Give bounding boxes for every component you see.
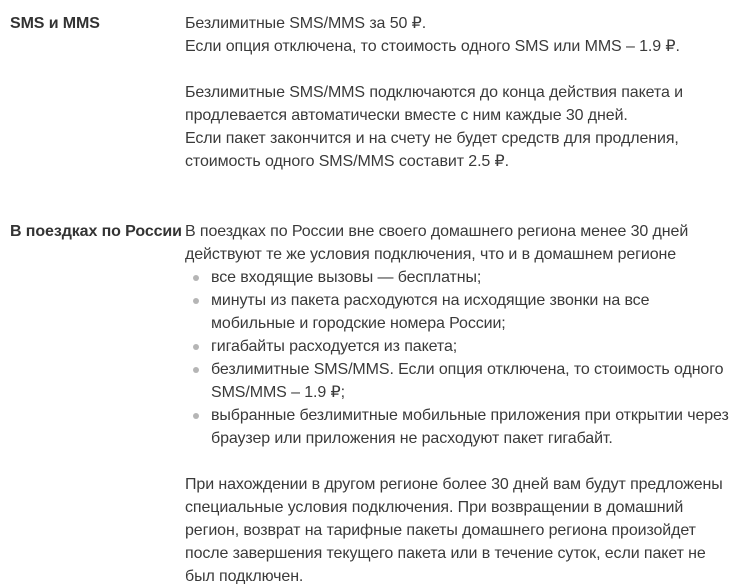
section-sms-mms: [10, 12, 737, 173]
paragraph-travel-outro: [185, 473, 737, 584]
bullet-dot-icon: [193, 344, 199, 350]
bullet-text: гигабайты расходуется из пакета;: [211, 338, 458, 355]
bullet-text: выбранные безлимитные мобильные приложения при открытии через браузер или приложения не расходуют пакет гигабайт.: [211, 407, 729, 447]
bullet-text: безлимитные SMS/MMS. Если опция отключена, то стоимость одного SMS/MMS – 1.9 ₽;: [211, 361, 724, 401]
travel-conditions-list: [185, 266, 737, 450]
bullet-dot-icon: [193, 413, 199, 419]
paragraph-travel-intro: [185, 220, 737, 266]
list-item: [185, 358, 737, 404]
text-line: Если опция отключена, то стоимость одного SMS или MMS – 1.9 ₽.: [185, 38, 680, 55]
text-line: Если пакет закончится и на счету не будет средств для продления, стоимость одного SMS/MMS составит 2.5 ₽.: [185, 130, 679, 170]
section-label-travel-russia: В поездках по России: [10, 223, 182, 240]
section-content-sms-mms: [185, 12, 737, 173]
section-content-travel-russia: [185, 220, 737, 584]
list-item: [185, 335, 737, 358]
bullet-text: все входящие вызовы — бесплатны;: [211, 269, 482, 286]
text-line: При нахождении в другом регионе более 30 дней вам будут предложены специальные условия подключения. При возвращении в домашний регион, возврат на тарифные пакеты домашнего региона произойдет после завершения текущего пакета или в течение суток, если пакет не был подключен.: [185, 476, 723, 584]
text-line: Безлимитные SMS/MMS за 50 ₽.: [185, 15, 427, 32]
section-label-sms-mms: SMS и MMS: [10, 15, 100, 32]
paragraph-sms-price: [185, 12, 737, 58]
paragraph-sms-renewal: [185, 81, 737, 173]
text-line: В поездках по России вне своего домашнего региона менее 30 дней действуют те же условия подключения, что и в домашнем регионе: [185, 223, 689, 263]
list-item: [185, 289, 737, 335]
section-travel-russia: [10, 220, 737, 584]
bullet-text: минуты из пакета расходуются на исходящие звонки на все мобильные и городские номера России;: [211, 292, 650, 332]
bullet-dot-icon: [193, 275, 199, 281]
bullet-dot-icon: [193, 367, 199, 373]
bullet-dot-icon: [193, 298, 199, 304]
list-item: [185, 266, 737, 289]
list-item: [185, 404, 737, 450]
text-line: Безлимитные SMS/MMS подключаются до конца действия пакета и продлевается автоматически вместе с ним каждые 30 дней.: [185, 84, 683, 124]
